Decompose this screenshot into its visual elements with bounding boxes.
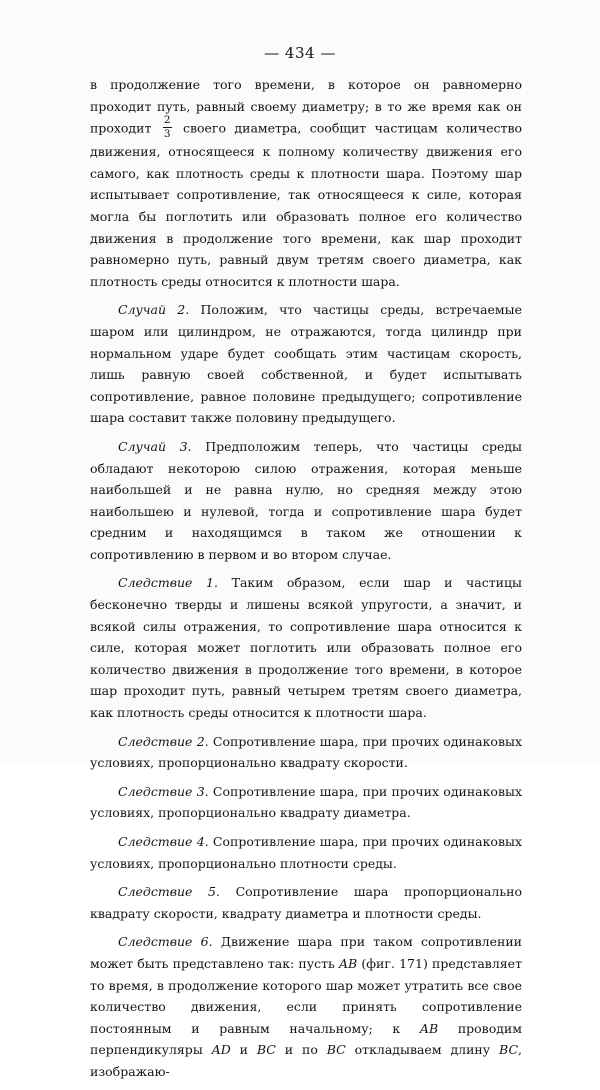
fraction-numerator: 2 (163, 114, 171, 127)
corollary-6-seg-2: (фиг. 171) представляет то время, в продолжение которого шар может утратить все свое количество движения, если принять сопротивление постоянным и равным начальному; к (90, 955, 522, 1036)
case-3-text: Предположим теперь, что частицы среды обладают некоторою силою отражения, которая меньше наибольшей и не равна нулю, но средняя между этою наибольшею и нулевой, тогда и сопротивление шара будет средним и находящимся в таком же отношении к сопротивлению в первом и во втором случае. (90, 438, 523, 562)
corollary-6-heading: Следствие 6. (118, 934, 213, 950)
corollary-6-seg-8: и по (275, 1042, 327, 1058)
math-AB: AB (419, 1020, 439, 1036)
paragraph-case-3 (90, 436, 522, 566)
paragraph-corollary-6 (90, 931, 522, 1082)
corollary-6-seg-10: откладываем длину (345, 1042, 500, 1058)
corollary-2-heading: Следствие 2. (118, 733, 209, 749)
corollary-5-heading: Следствие 5. (118, 884, 220, 900)
corollary-1-text: Таким образом, если шар и частицы бесконечно тверды и лишены всякой упругости, а значит, и всякой силы отражения, то сопротивление шара относится к силе, которая может поглотить или образовать полное его количество движения в продолжение того времени, в которое шар проходит путь, равный четырем третям своего диаметра, как плотность среды относится к плотности шара. (90, 575, 522, 721)
paragraph-corollary-5 (90, 881, 522, 924)
corollary-6-seg-12: , изображаю- (90, 1042, 522, 1079)
corollary-6-seg-4: проводим перпендикуляры (90, 1020, 522, 1058)
paragraph-corollary-1 (90, 572, 522, 723)
corollary-2-text: Сопротивление шара, при прочих одинаковых условиях, пропорционально квадрату скорости. (90, 733, 522, 771)
corollary-5-text: Сопротивление шара пропорционально квадрату скорости, квадрату диаметра и плотности среды. (90, 884, 522, 921)
fraction-two-thirds (163, 115, 172, 139)
paragraph-case-2 (90, 299, 522, 429)
corollary-4-heading: Следствие 4. (118, 834, 209, 849)
math-BC: BC (499, 1042, 519, 1058)
paragraph-corollary-3 (90, 781, 522, 824)
corollary-6-seg-6: и (230, 1042, 257, 1058)
body-text (90, 74, 522, 1090)
case-2-text: Положим, что частицы среды, встречаемые шаром или цилиндром, не отражаются, тогда цилиндр при нормальном ударе будет сообщать этим частицам скорость, лишь равную своей собственной, и будет испытывать сопротивление, равное половине предыдущего; сопротивление шара составит также половину предыдущего. (90, 302, 522, 426)
paragraph-1-text-continued: своего диаметра, сообщит частицам количество движения, относящееся к полному количеству движения его самого, как плотность среды к плотности шара. Поэтому шар испытывает сопротивление, так относящееся к силе, которая могла бы поглотить или образовать полное его количество движения в продолжение того времени, как шар проходит равномерно путь, равный двум третям своего диаметра, как плотность среды относится к плотности шара. (90, 120, 523, 289)
paragraph-corollary-2 (90, 731, 522, 774)
corollary-4-text: Сопротивление шара, при прочих одинаковых условиях, пропорционально плотности среды. (90, 834, 522, 871)
corollary-6-seg-0: Движение шара при таком сопротивлении может быть представлено так: пусть (90, 934, 522, 971)
math-AD: AD (211, 1042, 231, 1058)
corollary-1-heading: Следствие 1. (118, 575, 218, 591)
fraction-denominator: 3 (163, 127, 171, 140)
case-2-heading: Случай 2. (118, 302, 190, 318)
corollary-3-text: Сопротивление шара, при прочих одинаковых условиях, пропорционально квадрату диаметра. (90, 783, 522, 821)
paragraph-1-text: в продолжение того времени, в которое он равномерно проходит путь, равный своему диаметру; в то же время как он проходит (90, 77, 522, 136)
page-number: — 434 — (264, 44, 336, 62)
corollary-3-heading: Следствие 3. (118, 783, 209, 799)
math-BC: BC (326, 1042, 346, 1058)
case-3-heading: Случай 3. (118, 438, 192, 454)
math-BC: BC (256, 1042, 276, 1058)
math-AB: AB (339, 955, 358, 971)
paragraph-corollary-4 (90, 831, 522, 874)
paragraph-1 (90, 74, 522, 292)
